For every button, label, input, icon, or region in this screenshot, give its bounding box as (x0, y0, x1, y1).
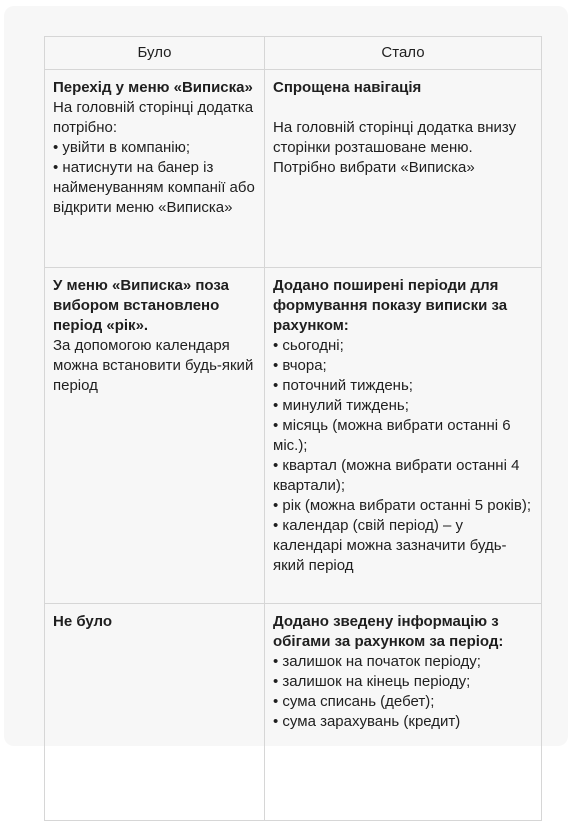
table-row (45, 70, 542, 268)
cell-text: За допомогою календаря можна встановити будь-який період (53, 337, 254, 394)
list-item: • рік (можна вибрати останні 5 років); (273, 497, 532, 514)
cell-title: Спрощена навігація (273, 79, 422, 96)
list-item: • місяць (можна вибрати останні 6 міс.); (273, 417, 511, 454)
list-item: • увійти в компанію; (53, 139, 191, 156)
cell-text: На головній сторінці додатка потрібно: (53, 99, 254, 136)
cell-before (45, 268, 265, 604)
list-item: • квартал (можна вибрати останні 4 квартали); (273, 457, 520, 494)
list-item: • залишок на початок періоду; (273, 653, 481, 670)
comparison-table (44, 36, 542, 821)
list-item: • сума зарахувань (кредит) (273, 713, 461, 730)
cell-after (265, 604, 542, 821)
column-header-before: Було (45, 37, 265, 70)
list-item: • сьогодні; (273, 337, 344, 354)
list-item: • минулий тиждень; (273, 397, 409, 414)
cell-after (265, 268, 542, 604)
list-item: • натиснути на банер із найменуванням компанії або відкрити меню «Виписка» (53, 159, 255, 216)
list-item: • поточний тиждень; (273, 377, 413, 394)
cell-before (45, 70, 265, 268)
cell-title: Не було (53, 613, 113, 630)
table-header-row (45, 37, 542, 70)
cell-title: У меню «Виписка» поза вибором встановлено період «рік». (53, 277, 229, 334)
spacer (273, 98, 533, 118)
cell-title: Додано зведену інформацію з обігами за рахунком за період: (273, 613, 504, 650)
cell-after (265, 70, 542, 268)
cell-before (45, 604, 265, 821)
cell-title: Перехід у меню «Виписка» (53, 79, 253, 96)
cell-title: Додано поширені періоди для формування показу виписки за рахунком: (273, 277, 508, 334)
list-item: • залишок на кінець періоду; (273, 673, 471, 690)
list-item: • календар (свій період) – у календарі можна зазначити будь-який період (273, 517, 507, 574)
table-row (45, 604, 542, 821)
column-header-after: Стало (265, 37, 542, 70)
table-row (45, 268, 542, 604)
cell-text: На головній сторінці додатка внизу сторінки розташоване меню. Потрібно вибрати «Виписка» (273, 119, 517, 176)
list-item: • сума списань (дебет); (273, 693, 435, 710)
list-item: • вчора; (273, 357, 327, 374)
